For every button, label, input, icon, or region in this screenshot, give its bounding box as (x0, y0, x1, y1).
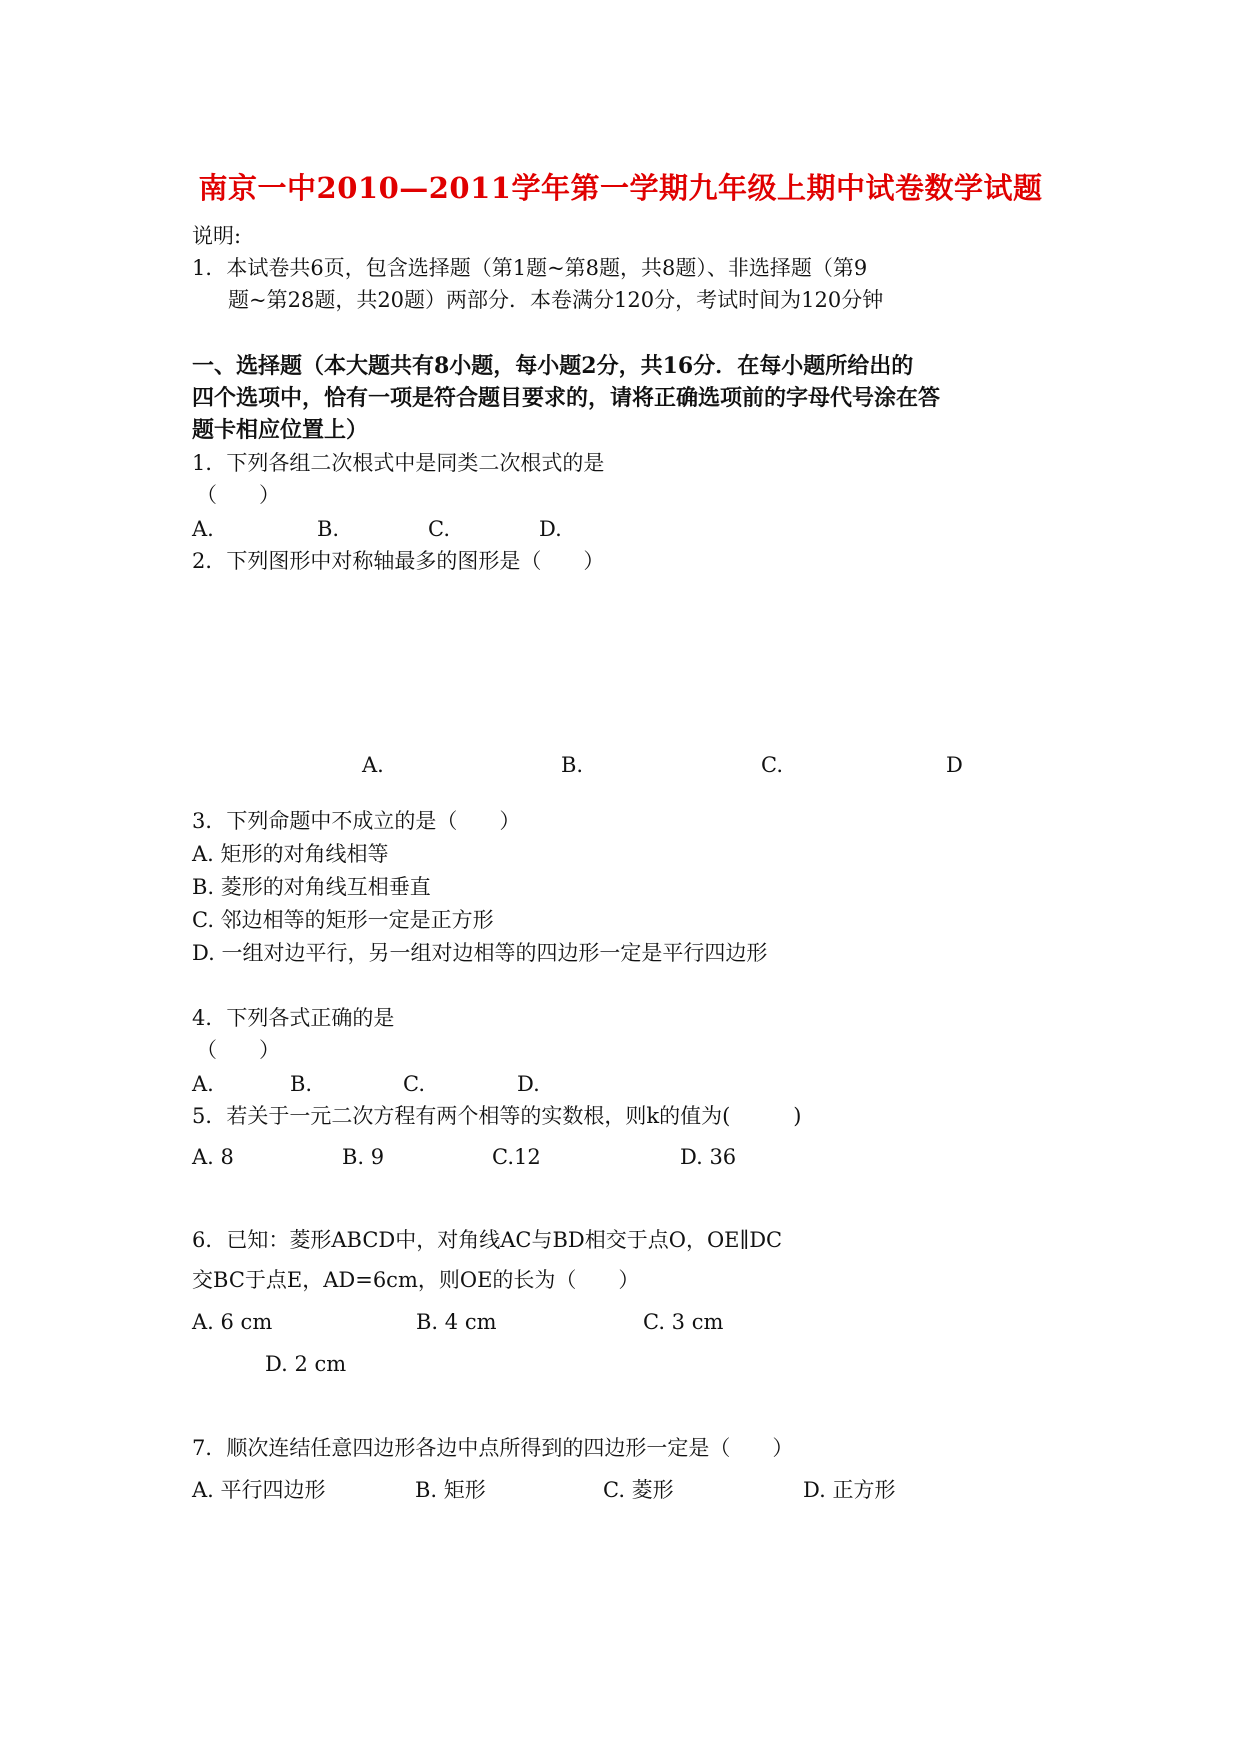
q4-option-a: A. (192, 1072, 214, 1096)
instructions-heading: 说明: (192, 224, 242, 248)
q6-option-d: D. 2 cm (265, 1352, 347, 1376)
q5-option-a: A. 8 (192, 1145, 234, 1169)
q4-option-c: C. (403, 1072, 425, 1096)
q5-stem: 5．若关于一元二次方程有两个相等的实数根，则k的值为( ) (192, 1104, 802, 1128)
q2-option-c: C. (761, 753, 783, 777)
page-title: 南京一中2010—2011学年第一学期九年级上期中试卷数学试题 (198, 171, 1043, 205)
instructions-item1-line2: 题~第28题，共20题）两部分．本卷满分120分，考试时间为120分钟 (228, 288, 884, 312)
q6-option-a: A. 6 cm (192, 1310, 273, 1334)
q3-option-d: D. 一组对边平行，另一组对边相等的四边形一定是平行四边形 (192, 941, 768, 965)
q1-option-a: A. (192, 517, 214, 541)
q4-stem: 4．下列各式正确的是 (192, 1006, 395, 1030)
instructions-item1-line1: 1．本试卷共6页，包含选择题（第1题~第8题，共8题）、非选择题（第9 (192, 256, 868, 280)
q2-option-a: A. (362, 753, 384, 777)
q6-stem-line2: 交BC于点E，AD=6cm，则OE的长为（ ） (192, 1268, 640, 1292)
q4-option-d: D. (517, 1072, 540, 1096)
q7-stem: 7．顺次连结任意四边形各边中点所得到的四边形一定是（ ） (192, 1436, 794, 1460)
q3-option-c: C. 邻边相等的矩形一定是正方形 (192, 908, 494, 932)
q5-option-c: C.12 (492, 1145, 541, 1169)
q2-stem: 2．下列图形中对称轴最多的图形是（ ） (192, 549, 605, 573)
q3-option-a: A. 矩形的对角线相等 (192, 842, 389, 866)
q6-stem-line1: 6．已知：菱形ABCD中，对角线AC与BD相交于点O，OE∥DC (192, 1228, 783, 1252)
q7-option-a: A. 平行四边形 (192, 1478, 326, 1502)
q1-stem: 1．下列各组二次根式中是同类二次根式的是 (192, 451, 605, 475)
q4-option-b: B. (290, 1072, 313, 1096)
section1-heading-line3: 题卡相应位置上） (192, 417, 369, 443)
q7-option-d: D. 正方形 (803, 1478, 896, 1502)
section1-heading-line1: 一、选择题（本大题共有8小题，每小题2分，共16分．在每小题所给出的 (192, 353, 914, 379)
q7-option-c: C. 菱形 (603, 1478, 674, 1502)
q5-option-d: D. 36 (680, 1145, 737, 1169)
q7-option-b: B. 矩形 (415, 1478, 486, 1502)
q1-option-d: D. (539, 517, 562, 541)
q6-option-c: C. 3 cm (643, 1310, 724, 1334)
q2-option-d: D (946, 753, 963, 777)
q5-option-b: B. 9 (342, 1145, 385, 1169)
q3-option-b: B. 菱形的对角线互相垂直 (192, 875, 431, 899)
q1-answer-paren: （ ） (196, 483, 280, 507)
q4-answer-paren: （ ） (196, 1038, 280, 1062)
q6-option-b: B. 4 cm (416, 1310, 497, 1334)
q2-option-b: B. (561, 753, 584, 777)
section1-heading-line2: 四个选项中，恰有一项是符合题目要求的，请将正确选项前的字母代号涂在答 (192, 385, 941, 411)
q1-option-c: C. (428, 517, 450, 541)
q3-stem: 3．下列命题中不成立的是（ ） (192, 809, 521, 833)
q1-option-b: B. (317, 517, 340, 541)
